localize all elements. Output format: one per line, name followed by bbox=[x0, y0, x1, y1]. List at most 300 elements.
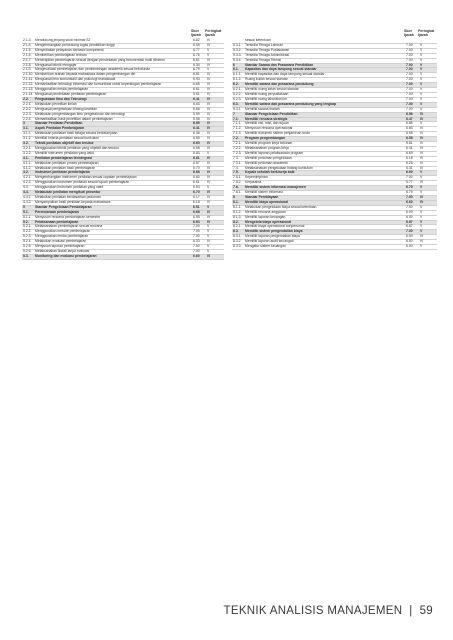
row-grade: V bbox=[420, 229, 423, 234]
row-number: 5.1. bbox=[23, 209, 29, 214]
row-number: 3.2.1. bbox=[23, 145, 32, 150]
row-score: 6.61 bbox=[193, 155, 200, 160]
row-text: Aspek Penilaian Pembelajaran bbox=[35, 126, 84, 131]
row-text: Memiliki dokumen sistem penjaminan mutu bbox=[245, 131, 310, 136]
row-grade: IV bbox=[207, 195, 211, 199]
row-score: 6.67 bbox=[406, 224, 413, 229]
row-score: 6.51 bbox=[193, 57, 200, 62]
row-grade: V bbox=[207, 234, 210, 239]
row-number: 2.1.4. bbox=[23, 42, 32, 47]
table-body bbox=[22, 39, 224, 260]
row-text: Melakukan penilaian proses pembelajaran bbox=[35, 160, 99, 165]
row-grade: IV bbox=[420, 239, 424, 244]
row-text: Standar Pembiayaan bbox=[245, 195, 279, 199]
row-grade: IV bbox=[420, 160, 424, 165]
row-text: Monitoring dan evaluasi pembelajaran bbox=[35, 253, 97, 258]
left-table bbox=[22, 30, 224, 260]
row-number: 6.3.1. bbox=[233, 106, 242, 111]
row-text: Memiliki rencana strategis bbox=[245, 116, 288, 121]
row-grade: V bbox=[207, 67, 210, 72]
row-number: 6.2. bbox=[233, 82, 239, 87]
row-grade: IV bbox=[207, 175, 211, 180]
row-text: Menyusun laporan pembelajaran bbox=[35, 244, 85, 249]
row-grade: IV bbox=[207, 170, 211, 175]
row-number: 2.1.5. bbox=[23, 47, 32, 52]
row-grade: V bbox=[420, 47, 423, 52]
row-number: 7.6. bbox=[233, 185, 239, 190]
row-text: Menggunakan instrumen penilaian yang valid bbox=[35, 185, 104, 190]
row-score: 7.00 bbox=[406, 96, 413, 101]
table-body bbox=[232, 39, 437, 250]
row-grade: V bbox=[207, 224, 210, 229]
row-grade: IV bbox=[420, 141, 424, 146]
row-number: 5.3.2. bbox=[233, 47, 242, 52]
row-text: Menerapkan pembelajaran sesuai dengan pendekatan yang berorientasi multi dimensi bbox=[35, 57, 165, 62]
row-grade: IV bbox=[207, 155, 211, 160]
row-text: Memiliki rencana anggaran bbox=[245, 209, 286, 214]
row-grade: V bbox=[420, 77, 423, 82]
row-number: 6.2.2. bbox=[233, 91, 242, 96]
row-score: 6.00 bbox=[406, 244, 413, 249]
row-number: 4.4. bbox=[23, 190, 29, 195]
row-number: 5.2.5. bbox=[23, 244, 32, 249]
row-score: 6.60 bbox=[193, 141, 200, 146]
row-number: 2.1.12. bbox=[23, 82, 34, 87]
row-grade: IV bbox=[420, 165, 424, 170]
row-grade: IV bbox=[420, 234, 424, 239]
row-text: Memiliki sarana dan prasarana pendukung yang lengkap bbox=[245, 101, 337, 106]
row-grade: IV bbox=[420, 136, 424, 141]
row-score: 6.83 bbox=[193, 150, 200, 155]
row-number: 5.1.1. bbox=[23, 214, 32, 219]
row-number: 8.2. bbox=[233, 219, 239, 224]
row-grade: V bbox=[420, 170, 423, 175]
row-grade: IV bbox=[420, 126, 424, 131]
row-grade: V bbox=[207, 204, 210, 209]
row-score: 6.61 bbox=[193, 87, 200, 92]
row-score: 6.41 bbox=[406, 145, 413, 150]
row-grade: V bbox=[207, 229, 210, 234]
row-text: Melakukan penilaian mengikuti prosedur bbox=[35, 190, 101, 195]
table-row bbox=[232, 245, 437, 250]
row-score: 7.00 bbox=[406, 67, 413, 72]
row-grade: IV bbox=[207, 219, 211, 224]
row-text: Kepemimpinan bbox=[245, 175, 268, 180]
row-text: Kerjasama bbox=[245, 180, 262, 185]
row-number: 6 bbox=[233, 62, 235, 67]
row-score: 6.56 bbox=[406, 111, 413, 116]
row-number: 3.1.2. bbox=[23, 136, 32, 141]
row-number: 6.2.3. bbox=[233, 96, 242, 101]
row-number: 7.3.1. bbox=[233, 160, 242, 165]
row-grade: IV bbox=[207, 126, 211, 131]
row-score: 6.87 bbox=[406, 219, 413, 224]
row-number: 8.1.1. bbox=[233, 204, 242, 209]
row-grade: V bbox=[207, 248, 210, 253]
row-score: 7.00 bbox=[406, 77, 413, 82]
row-text: Program pengembangan bbox=[245, 136, 285, 141]
row-text: Melakukan penilaian hasil belajar secara berkelanjutan bbox=[35, 131, 118, 136]
row-number: 7.6.1. bbox=[233, 190, 242, 195]
row-score: 6.68 bbox=[193, 106, 200, 111]
row-number: 4.1. bbox=[23, 155, 29, 160]
row-text: Memberikan pembelajaran terbaru bbox=[35, 52, 87, 57]
row-text: Menguasai ilmu komunikasi dan psikologi mahasiswa bbox=[35, 77, 116, 82]
row-text: Standar Penilaian Pendidikan bbox=[35, 121, 83, 126]
row-grade: V bbox=[420, 72, 423, 77]
row-text: Standar Sarana dan Prasarana Pendidikan bbox=[245, 62, 314, 67]
row-number: 5.3.1. bbox=[233, 42, 242, 47]
row-number: 5.3. bbox=[23, 253, 29, 258]
row-text: Melakukan penilaian berdasarkan pedoman bbox=[35, 195, 101, 199]
row-score: 6.65 bbox=[193, 121, 200, 126]
row-number: 3.2. bbox=[23, 141, 29, 146]
row-text: Tersedia Tenaga Pustakawan bbox=[245, 47, 290, 52]
row-text: Mengembangkan pendukung tugas pendidikan tinggi bbox=[35, 42, 115, 47]
row-grade: IV bbox=[207, 239, 211, 244]
row-text: Melakukan evaluasi pembelajaran bbox=[35, 239, 87, 244]
row-text: Pelaksanaan pembelajaran bbox=[35, 219, 79, 224]
row-number: 7.5. bbox=[233, 170, 239, 175]
row-text: Memiliki program kerja tahunan bbox=[245, 141, 293, 146]
row-text: Melaksanakan pembelajaran sesuai rencana bbox=[35, 224, 103, 229]
row-score: 6.60 bbox=[406, 199, 413, 204]
row-number: 4.2.2. bbox=[23, 180, 32, 185]
row-number: 7.3. bbox=[233, 155, 239, 160]
row-text: Melakukan penelitian ilmiah bbox=[35, 101, 77, 106]
row-number: 2.1.6. bbox=[23, 52, 32, 57]
row-number: 5.2.2. bbox=[23, 229, 32, 234]
row-text: Menguasai pengetahuan bidang keahlian bbox=[35, 106, 98, 111]
row-number: 2.2.2. bbox=[23, 106, 32, 111]
row-number: 7.5.2. bbox=[233, 180, 242, 185]
row-number: 4.4.1. bbox=[23, 195, 32, 199]
row-score: 6.70 bbox=[193, 190, 200, 195]
row-text: Perencanaan pembelajaran bbox=[35, 209, 79, 214]
row-score: 6.61 bbox=[193, 180, 200, 185]
row-text: Teknik penilaian objektif dan terukur bbox=[35, 141, 94, 146]
row-number: 8.2.1. bbox=[233, 224, 242, 229]
row-grade: V bbox=[420, 57, 423, 62]
row-number: 2.1.9. bbox=[23, 67, 32, 72]
row-number: 4.1.2. bbox=[23, 165, 32, 170]
row-number: 5.3.4. bbox=[233, 57, 242, 62]
row-grade: IV bbox=[207, 77, 211, 82]
row-number: 5.2.3. bbox=[23, 234, 32, 239]
row-score: 6.76 bbox=[193, 52, 200, 57]
row-number: 7.2.1. bbox=[233, 141, 242, 146]
row-number: 2.2.4. bbox=[23, 116, 32, 121]
row-score: 6.51 bbox=[193, 72, 200, 77]
row-score: 5.95 bbox=[406, 131, 413, 136]
row-text: Memiliki visi, misi, dan tujuan bbox=[245, 121, 289, 126]
row-score: 5.77 bbox=[406, 180, 413, 185]
row-score: 6.83 bbox=[406, 126, 413, 131]
row-text: Memiliki ruang kelas sesuai standar bbox=[245, 87, 299, 92]
row-grade: IV bbox=[207, 121, 211, 126]
row-score: 6.18 bbox=[193, 199, 200, 204]
row-score: 7.00 bbox=[406, 47, 413, 52]
row-text: Standar Pengelolaan Pendidikan bbox=[245, 111, 298, 116]
row-score: 7.00 bbox=[406, 72, 413, 77]
row-grade: IV bbox=[207, 57, 211, 62]
row-number: 4.3. bbox=[23, 185, 29, 190]
row-grade: IV bbox=[207, 209, 211, 214]
right-table bbox=[232, 30, 437, 250]
row-score: 6.51 bbox=[193, 204, 200, 209]
row-grade: V bbox=[420, 224, 423, 229]
row-score: 6.47 bbox=[406, 116, 413, 121]
row-grade: IV bbox=[207, 111, 211, 116]
row-score: 6.18 bbox=[406, 155, 413, 160]
row-text: sesuai ketentuan bbox=[245, 38, 271, 42]
row-grade: V bbox=[207, 150, 210, 155]
row-number: 2.1.7. bbox=[23, 57, 32, 62]
row-grade: IV bbox=[207, 91, 211, 96]
row-number: 7.4. bbox=[233, 165, 239, 170]
row-score: 7.00 bbox=[406, 62, 413, 67]
row-text: Kepala sekolah berkinerja baik bbox=[245, 170, 295, 175]
row-score: 7.00 bbox=[193, 234, 200, 239]
row-grade: IV bbox=[207, 141, 211, 146]
row-text: Memiliki kapasitas dan daya tampung sesuai standar bbox=[245, 72, 325, 77]
row-text: Menggunakan media pembelajaran bbox=[35, 87, 89, 92]
row-grade: IV bbox=[207, 199, 211, 204]
row-grade: IV bbox=[420, 155, 424, 160]
row-grade: IV bbox=[207, 96, 211, 101]
row-number: 2.1.8. bbox=[23, 62, 32, 67]
row-text: Memiliki laporan keuangan bbox=[245, 214, 286, 219]
row-score: 7.00 bbox=[193, 248, 200, 253]
row-text: Menggunakan metode pembelajaran bbox=[35, 229, 91, 234]
row-number: 5 bbox=[23, 204, 25, 209]
table-section-row bbox=[22, 255, 224, 260]
row-grade: IV bbox=[207, 160, 211, 165]
row-text: Menguasai pendekatan penilaian pembelajaran bbox=[35, 91, 107, 96]
row-text: Memiliki laporan pelaksanaan program bbox=[245, 150, 304, 155]
row-score: 6.57 bbox=[193, 160, 200, 165]
row-text: Melakukan pengembangan ilmu pengetahuan dan teknologi bbox=[35, 111, 125, 116]
row-text: Memiliki laporan pengendalian biaya bbox=[245, 234, 300, 239]
row-number: 3 bbox=[23, 121, 25, 126]
row-number: 8 bbox=[233, 195, 235, 199]
row-score: 6.50 bbox=[406, 234, 413, 239]
row-text: Penilaian pembelajaran terintegrasi bbox=[35, 155, 93, 160]
row-score: 6.63 bbox=[193, 101, 200, 106]
row-grade: V bbox=[420, 87, 423, 92]
row-grade: IV bbox=[207, 214, 211, 219]
row-grade: IV bbox=[207, 136, 211, 141]
row-grade: V bbox=[207, 52, 210, 57]
row-number: 3.1. bbox=[23, 126, 29, 131]
row-score: 7.00 bbox=[406, 91, 413, 96]
row-grade: V bbox=[420, 67, 423, 72]
row-number: 8.1. bbox=[233, 199, 239, 204]
row-grade: IV bbox=[207, 82, 211, 87]
row-number: 6.1. bbox=[233, 67, 239, 72]
row-text: Memiliki sistem informasi manajemen bbox=[245, 185, 306, 190]
row-grade: IV bbox=[420, 116, 424, 121]
row-text: Memiliki biaya operasional bbox=[245, 199, 288, 204]
row-grade: V bbox=[420, 82, 423, 87]
row-number: 6.1.2. bbox=[233, 77, 242, 82]
row-grade: V bbox=[420, 204, 423, 209]
row-grade: IV bbox=[420, 180, 424, 185]
row-text: Mengevaluasi pembelajaran dan pembimbingan akademik sesuai kebutuhan bbox=[35, 67, 151, 72]
row-number: 4.2. bbox=[23, 170, 29, 175]
row-score: 6.75 bbox=[406, 190, 413, 195]
row-score: 7.00 bbox=[406, 101, 413, 106]
row-text: Memberikan arahan kepada mahasiswa dalam pengembangan diri bbox=[35, 72, 136, 77]
row-text: Instrumen penilaian pembelajaran bbox=[35, 170, 90, 175]
row-number: 3.2.2. bbox=[23, 150, 32, 155]
row-score: 6.50 bbox=[406, 239, 413, 244]
row-grade: IV bbox=[207, 165, 211, 170]
row-grade: V bbox=[420, 91, 423, 96]
row-text: Menggunakan teknik penilaian yang objektif dan terukur bbox=[35, 145, 119, 150]
row-score: 6.55 bbox=[193, 136, 200, 141]
row-number: 5.2.6. bbox=[23, 248, 32, 253]
row-number: 2.2. bbox=[23, 96, 29, 101]
row-number: 6.2.1. bbox=[233, 87, 242, 92]
row-grade: IV bbox=[207, 101, 211, 106]
row-grade: V bbox=[420, 185, 423, 190]
row-number: 4.1.1. bbox=[23, 160, 32, 165]
row-number: 2.1.11. bbox=[23, 77, 34, 82]
row-text: Mengelola biaya operasional bbox=[245, 219, 292, 224]
row-score: 6.95 bbox=[193, 214, 200, 219]
row-text: Memiliki sarana ibadah bbox=[245, 106, 280, 111]
row-number: 7.2. bbox=[233, 136, 239, 141]
row-grade: IV bbox=[207, 72, 211, 77]
row-score: 6.58 bbox=[406, 136, 413, 141]
header-grade: Peringkat Ijazah bbox=[205, 29, 222, 37]
row-score: 6.68 bbox=[193, 209, 200, 214]
row-score: 6.00 bbox=[406, 209, 413, 214]
row-grade: IV bbox=[420, 199, 424, 204]
row-score: 7.00 bbox=[193, 229, 200, 234]
row-number: 2.2.1. bbox=[23, 101, 32, 106]
row-score: 6.82 bbox=[193, 38, 200, 42]
row-number: 8.3.3. bbox=[233, 244, 242, 249]
row-score: 6.79 bbox=[406, 185, 413, 190]
row-score: 5.99 bbox=[193, 111, 200, 116]
row-grade: V bbox=[420, 121, 423, 126]
row-grade: IV bbox=[207, 106, 211, 111]
row-score: 6.41 bbox=[193, 126, 200, 131]
row-text: Melaksanakan pengelolaan bidang kurikulum bbox=[245, 165, 313, 170]
row-text: Tersedia Tenaga Administrasi bbox=[245, 52, 290, 57]
row-number: 2.1.14. bbox=[23, 91, 34, 96]
row-text: Menyediakan pelayanan berbasis kompetensi bbox=[35, 47, 104, 52]
row-text: Memanfaatkan hasil penelitian dalam pembelajaran bbox=[35, 116, 113, 121]
row-number: 8.3.2. bbox=[233, 239, 242, 244]
row-number: 7.1.2. bbox=[233, 126, 242, 131]
row-score: 6.69 bbox=[406, 150, 413, 155]
row-number: 5.2. bbox=[23, 219, 29, 224]
row-score: 5.51 bbox=[193, 91, 200, 96]
row-grade: IV bbox=[207, 116, 211, 121]
header-grade: Peringkat Ijazah bbox=[418, 29, 435, 37]
row-grade: V bbox=[420, 62, 423, 67]
row-number: 2.1.10. bbox=[23, 72, 34, 77]
row-number: 7.1.1. bbox=[233, 121, 242, 126]
row-number: 4.2.1. bbox=[23, 175, 32, 180]
row-score: 7.00 bbox=[406, 204, 413, 209]
row-grade: IV bbox=[207, 145, 211, 150]
row-grade: IV bbox=[420, 145, 424, 150]
row-number: 6.3. bbox=[233, 101, 239, 106]
row-grade: V bbox=[420, 106, 423, 111]
row-score: 6.41 bbox=[193, 96, 200, 101]
row-text: Penguasaan Ilmu dan Teknologi bbox=[35, 96, 87, 101]
row-text: Memiliki biaya operasional nonpersonal bbox=[245, 224, 305, 229]
row-score: 6.00 bbox=[406, 214, 413, 219]
row-number: 5.3.3. bbox=[233, 52, 242, 57]
row-text: Memiliki sarana dan prasarana pendukung bbox=[245, 82, 314, 87]
row-score: 6.31 bbox=[406, 165, 413, 170]
row-grade: V bbox=[420, 52, 423, 57]
row-text: Mendukung jenjang studi minimal S2 bbox=[35, 38, 91, 42]
row-grade: V bbox=[420, 244, 423, 249]
page-number: 59 bbox=[419, 605, 433, 617]
row-score: 7.00 bbox=[406, 87, 413, 92]
row-grade: V bbox=[207, 47, 210, 52]
row-score: 7.00 bbox=[406, 229, 413, 234]
row-grade: IV bbox=[420, 131, 424, 136]
row-score: 7.00 bbox=[406, 82, 413, 87]
row-score: 5.81 bbox=[406, 141, 413, 146]
row-score: 6.60 bbox=[193, 253, 200, 258]
row-score: 6.70 bbox=[193, 165, 200, 170]
row-text: Melakukan pengelolaan biaya sesuai ketentuan bbox=[245, 204, 317, 209]
row-grade: V bbox=[420, 42, 423, 47]
row-number: 2.1.3. bbox=[23, 38, 32, 42]
row-grade: IV bbox=[207, 42, 211, 47]
row-score: 7.00 bbox=[406, 195, 413, 199]
row-number: 8.3. bbox=[233, 229, 239, 234]
row-score: 6.60 bbox=[406, 170, 413, 175]
row-number: 7.1. bbox=[233, 116, 239, 121]
row-text: Melaksanakan tindak lanjut evaluasi bbox=[35, 248, 90, 253]
row-number: 7.1.3. bbox=[233, 131, 242, 136]
row-text: Menggunakan media pembelajaran bbox=[35, 234, 89, 239]
row-score: 6.68 bbox=[193, 170, 200, 175]
row-grade bbox=[420, 39, 437, 43]
row-grade: V bbox=[420, 214, 423, 219]
row-number: 7.2.2. bbox=[233, 145, 242, 150]
row-grade: IV bbox=[420, 111, 424, 116]
row-number: 2.1.13. bbox=[23, 87, 34, 92]
row-score: 6.79 bbox=[193, 67, 200, 72]
row-text: Memiliki instrumen penilaian yang valid bbox=[35, 150, 94, 155]
row-score: 7.00 bbox=[406, 106, 413, 111]
row-number: 3.1.1. bbox=[23, 131, 32, 136]
row-text: Ruang kuliah sesuai standar bbox=[245, 77, 288, 82]
row-text: Menyusun rencana pembelajaran semester bbox=[35, 214, 101, 219]
row-score: 7.00 bbox=[193, 224, 200, 229]
row-text: Memiliki sistem informasi bbox=[245, 190, 283, 195]
row-score: 6.33 bbox=[193, 239, 200, 244]
row-score: 7.00 bbox=[406, 42, 413, 47]
row-score: 6.65 bbox=[193, 82, 200, 87]
row-text: Standar Pengelolaan Pembelajaran bbox=[35, 204, 92, 209]
row-score: 6.77 bbox=[193, 47, 200, 52]
row-grade: IV bbox=[207, 131, 211, 136]
row-number: 7.2.3. bbox=[233, 150, 242, 155]
row-number: 4.4.2. bbox=[23, 199, 32, 204]
row-number: 2.2.3. bbox=[23, 111, 32, 116]
